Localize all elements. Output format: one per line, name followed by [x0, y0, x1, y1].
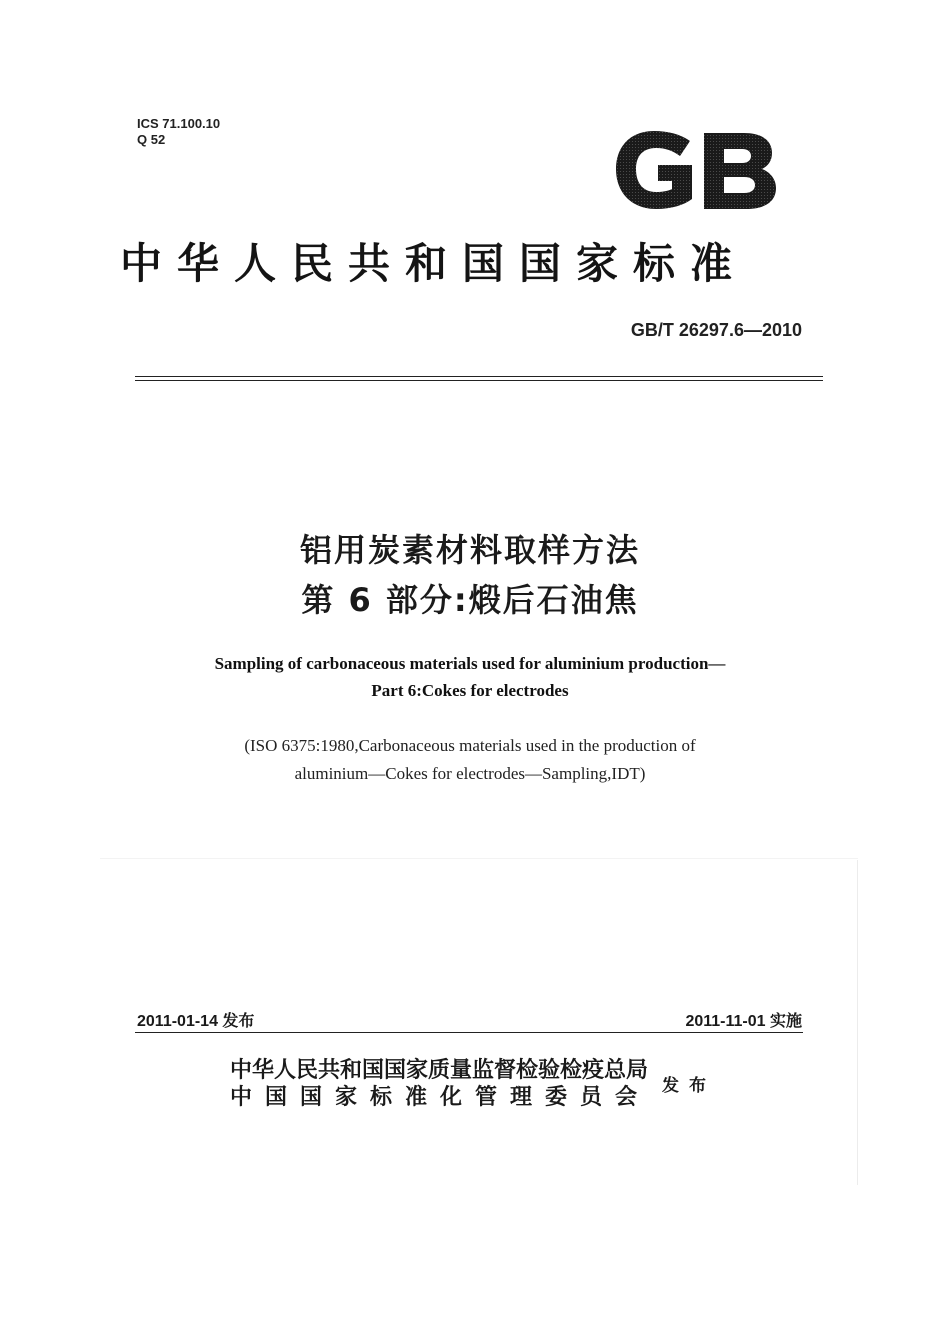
ccs-code: Q 52 — [137, 132, 166, 147]
english-title-line-2: Part 6:Cokes for electrodes — [371, 681, 569, 700]
footer-divider — [135, 1032, 803, 1033]
ics-code: ICS 71.100.10 — [137, 116, 221, 131]
scan-artifact-edge — [857, 860, 858, 1185]
publish-label: 发布 — [662, 1076, 716, 1096]
english-title-line-1: Sampling of carbonaceous materials used for aluminium production— — [214, 654, 726, 673]
standard-number: GB/T 26297.6—2010 — [630, 320, 802, 340]
chinese-title-line-1: 铝用炭素材料取样方法 — [299, 531, 640, 569]
scan-artifact-edge — [100, 858, 858, 859]
iso-reference-line-2: aluminium—Cokes for electrodes—Sampling,IDT) — [294, 764, 646, 783]
iso-reference-line-1: (ISO 6375:1980,Carbonaceous materials used in the production of — [244, 736, 696, 755]
gb-logo-icon — [610, 125, 780, 215]
gb-logo-letter-b — [704, 133, 776, 209]
national-standard-title: 中华人民共和国国家标准 — [120, 239, 748, 288]
effective-date: 2011-11-01 实施 — [685, 1013, 802, 1030]
issuer-aqsiq: 中华人民共和国国家质量监督检验检疫总局 — [230, 1057, 649, 1083]
gb-logo-letter-g — [616, 131, 692, 209]
chinese-title-line-2: 第 6 部分:煅后石油焦 — [301, 581, 639, 619]
header-divider — [135, 376, 823, 381]
issue-date: 2011-01-14 发布 — [137, 1013, 255, 1030]
issuer-sac: 中国国家标准化管理委员会 — [230, 1084, 651, 1110]
